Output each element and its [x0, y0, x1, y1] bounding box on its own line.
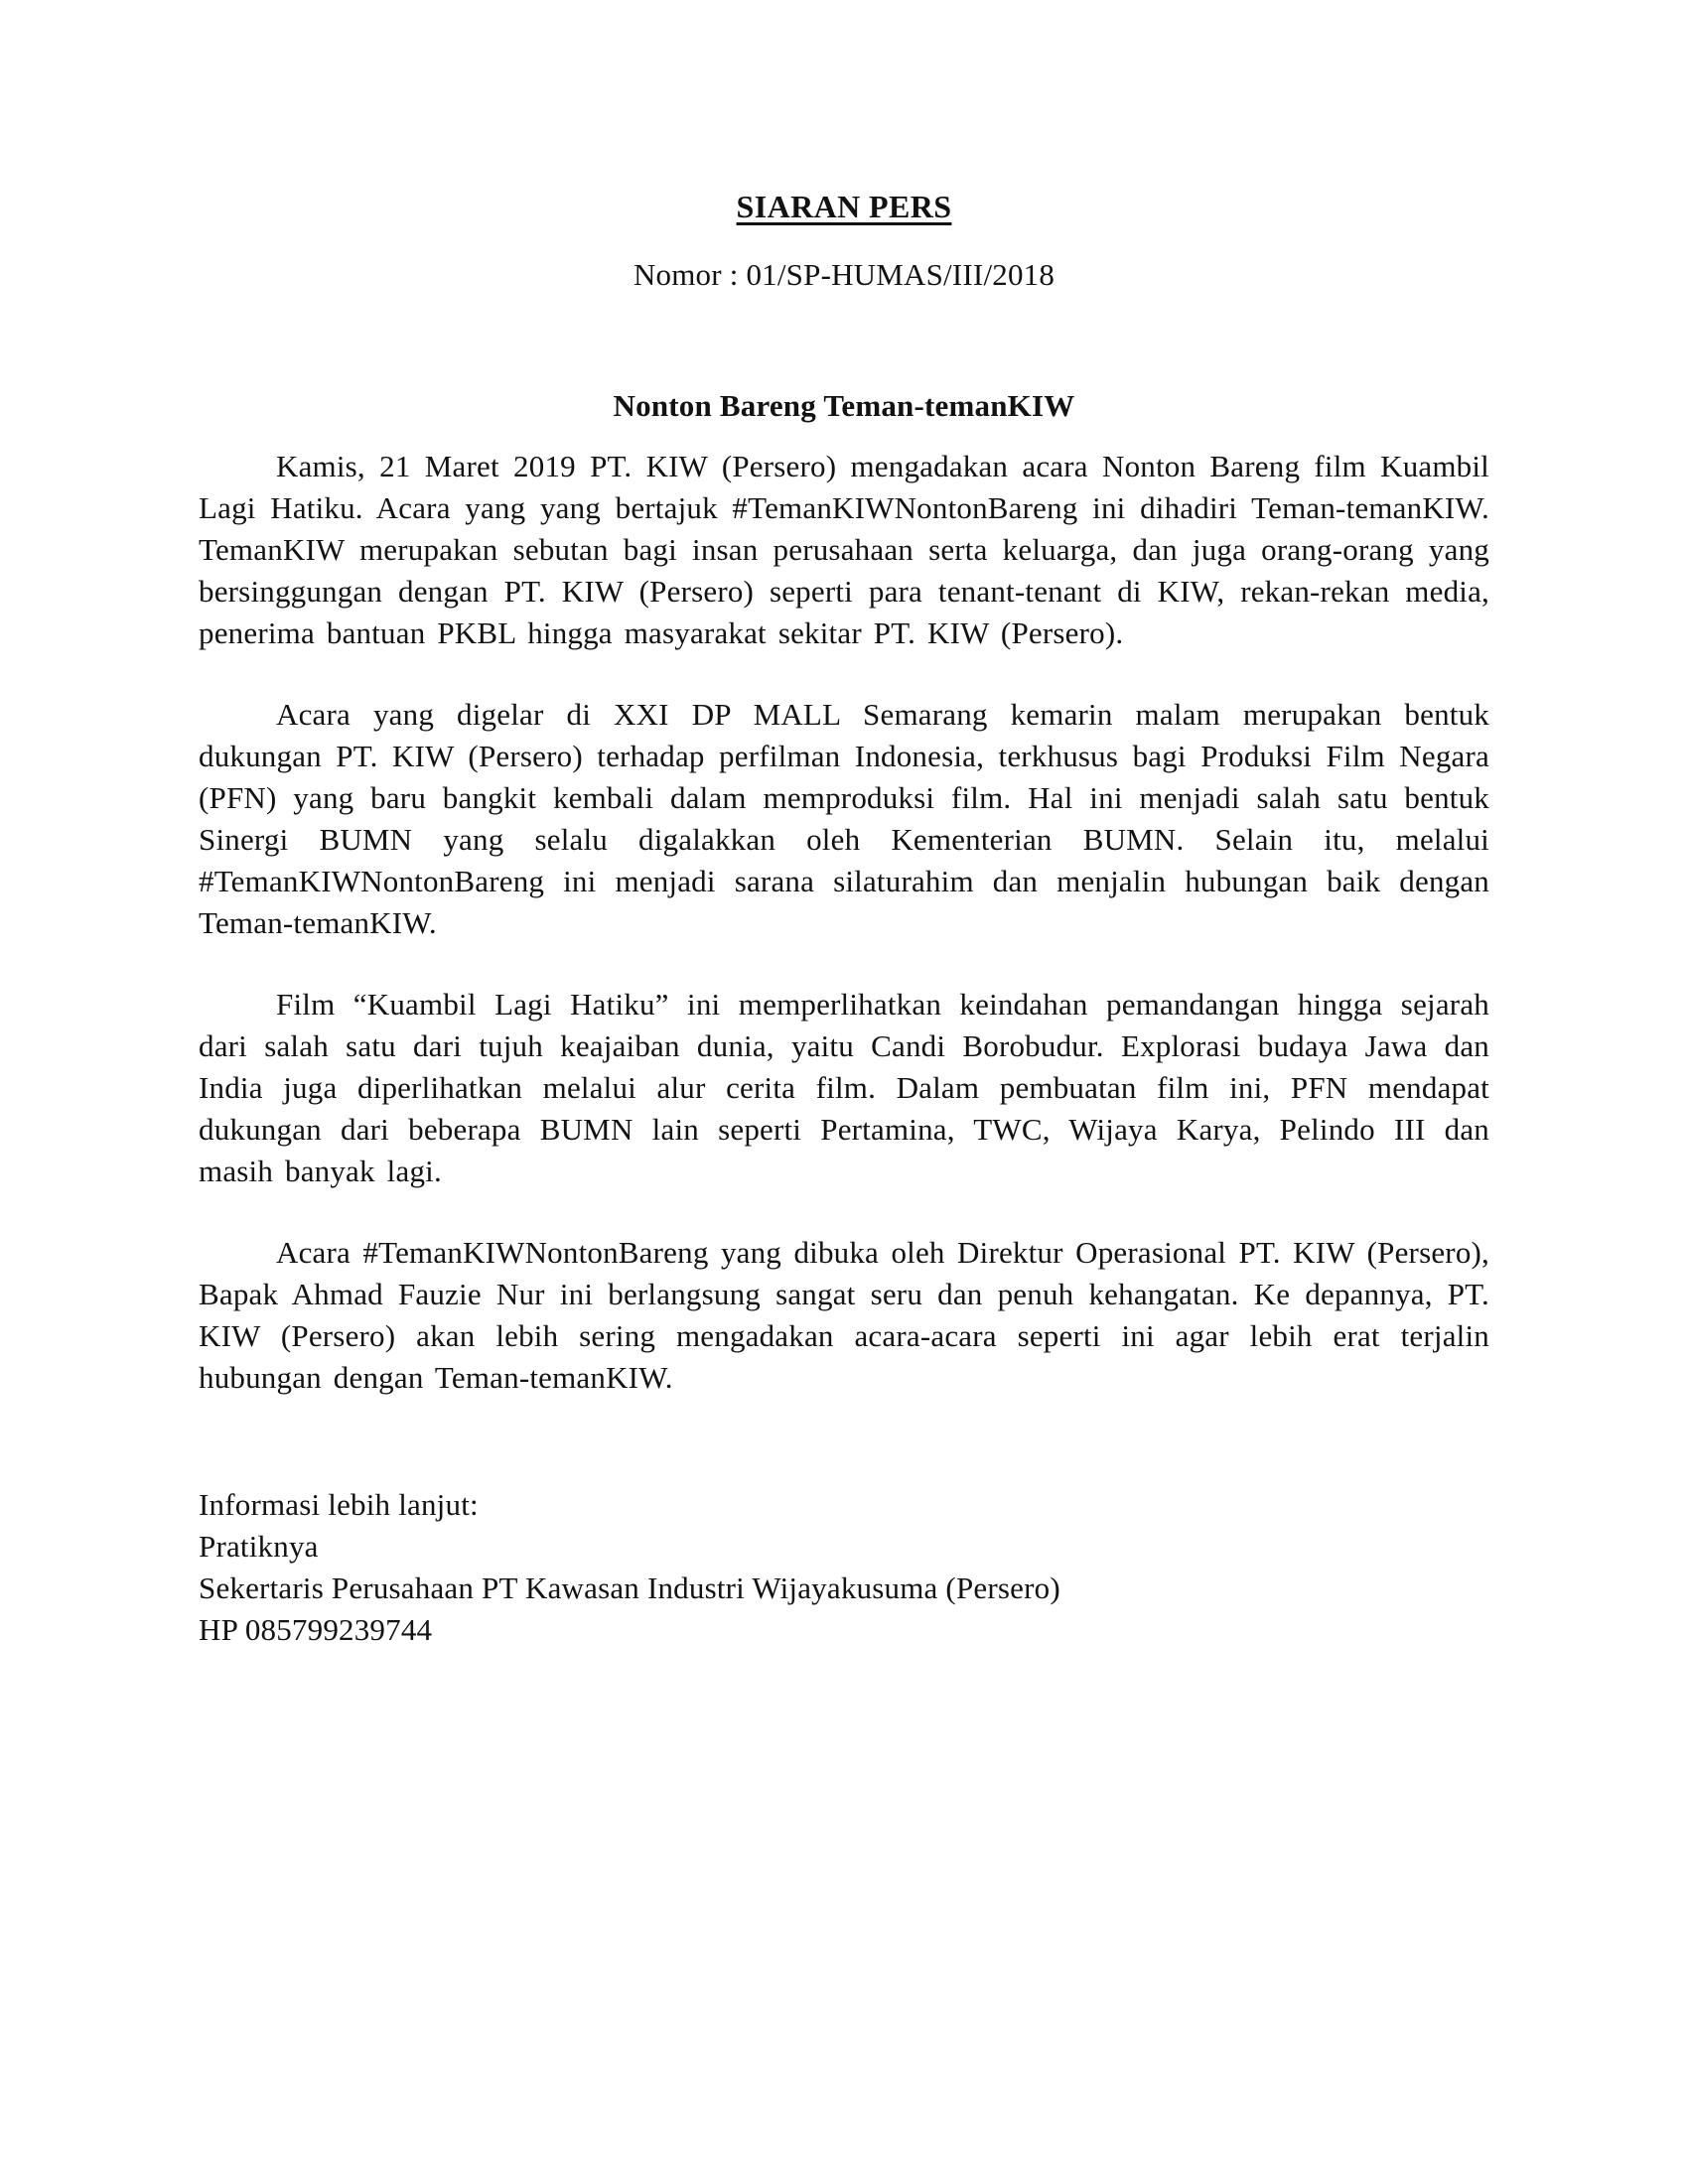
body-paragraph-3: Film “Kuambil Lagi Hatiku” ini memperlihatkan keindahan pemandangan hingga sejarah dari salah satu dari tujuh keajaiban dunia, yaitu Candi Borobudur. Explorasi budaya Jawa dan India juga diperlihatkan melalui alur cerita film. Dalam pembuatan film ini, PFN mendapat dukungan dari beberapa BUMN lain seperti Pertamina, TWC, Wijaya Karya, Pelindo III dan masih banyak lagi. — [199, 987, 1489, 1188]
contact-name: Pratiknya — [199, 1529, 319, 1564]
contact-info-label: Informasi lebih lanjut: — [199, 1487, 479, 1522]
contact-block — [199, 1484, 1489, 1651]
document-title: SIARAN PERS — [736, 189, 952, 224]
contact-title: Sekertaris Perusahaan PT Kawasan Industri Wijayakusuma (Persero) — [199, 1570, 1060, 1605]
contact-phone: HP 085799239744 — [199, 1612, 433, 1647]
document-number: Nomor : 01/SP-HUMAS/III/2018 — [633, 257, 1055, 292]
body-paragraph-4: Acara #TemanKIWNontonBareng yang dibuka oleh Direktur Operasional PT. KIW (Persero), Bapak Ahmad Fauzie Nur ini berlangsung sangat seru dan penuh kehangatan. Ke depannya, PT. KIW (Persero) akan lebih sering mengadakan acara-acara seperti ini agar lebih erat terjalin hubungan dengan Teman-temanKIW. — [199, 1235, 1489, 1395]
body-paragraph-2: Acara yang digelar di XXI DP MALL Semarang kemarin malam merupakan bentuk dukungan PT. KIW (Persero) terhadap perfilman Indonesia, terkhusus bagi Produksi Film Negara (PFN) yang baru bangkit kembali dalam memproduksi film. Hal ini menjadi salah satu bentuk Sinergi BUMN yang selalu digalakkan oleh Kementerian BUMN. Selain itu, melalui #TemanKIWNontonBareng ini menjadi sarana silaturahim dan menjalin hubungan baik dengan Teman-temanKIW. — [199, 697, 1489, 940]
article-heading: Nonton Bareng Teman-temanKIW — [613, 388, 1075, 423]
body-paragraph-1: Kamis, 21 Maret 2019 PT. KIW (Persero) mengadakan acara Nonton Bareng film Kuambil Lagi Hatiku. Acara yang yang bertajuk #TemanKIWNontonBareng ini dihadiri Teman-temanKIW. TemanKIW merupakan sebutan bagi insan perusahaan serta keluarga, dan juga orang-orang yang bersinggungan dengan PT. KIW (Persero) seperti para tenant-tenant di KIW, rekan-rekan media, penerima bantuan PKBL hingga masyarakat sekitar PT. KIW (Persero). — [199, 449, 1489, 650]
